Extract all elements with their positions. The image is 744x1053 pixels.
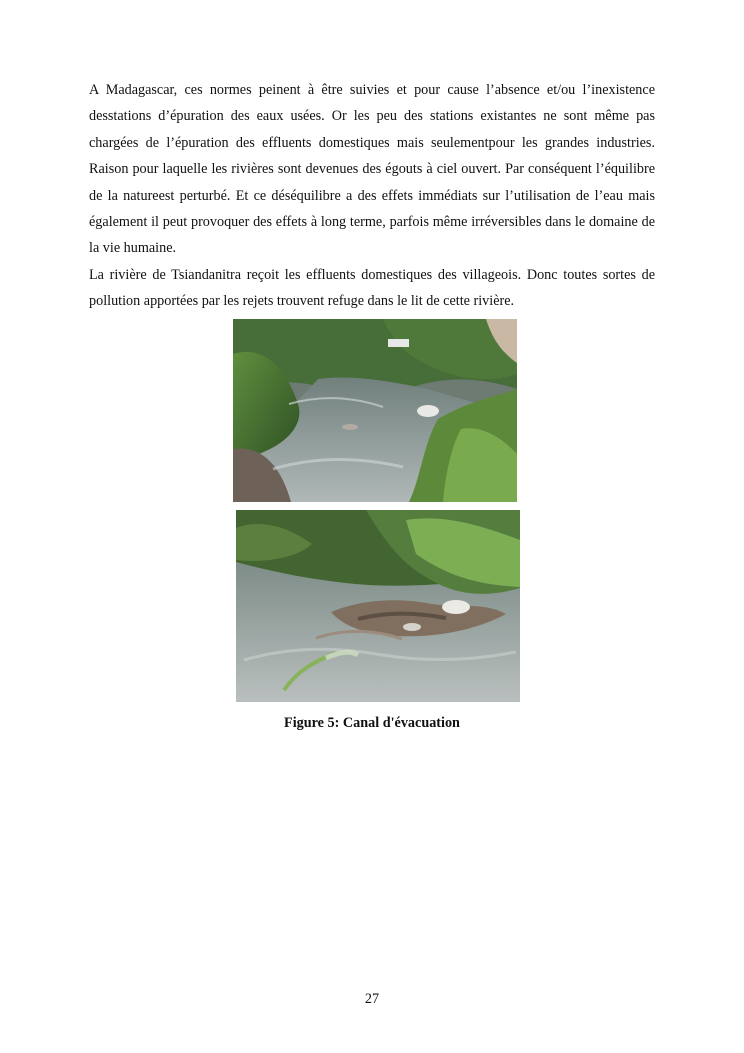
- river-channel-photo-bottom: [236, 510, 520, 702]
- paragraph-madagascar-standards: A Madagascar, ces normes peinent à être suivies et pour cause l’absence et/ou l’inexistence desstations d’épuration des eaux usées. Or les peu des stations existantes ne sont même pas chargées de l’épuration des effluents domestiques mais seulementpour les grandes industries. Raison pour laquelle les rivières sont devenues des égouts à ciel ouvert. Par conséquent l’équilibre de la natureest perturbé. Et ce déséquilibre a des effets immédiats sur l’utilisation de l’eau mais également il peut provoquer des effets à long terme, parfois même irréversibles dans le domaine de la vie humaine.: [89, 82, 655, 257]
- polluted-channel-illustration-bottom: [236, 510, 520, 702]
- river-channel-illustration-top: [233, 319, 517, 502]
- body-text: [89, 77, 655, 315]
- figure-caption: Figure 5: Canal d'évacuation: [284, 715, 460, 731]
- river-channel-photo-top: [233, 319, 517, 502]
- paragraph-tsiandanitra-river: La rivière de Tsiandanitra reçoit les effluents domestiques des villageois. Donc toutes sortes de pollution apportées par les rejets trouvent refuge dans le lit de cette rivière.: [89, 266, 655, 310]
- page-number: 27: [364, 991, 380, 1007]
